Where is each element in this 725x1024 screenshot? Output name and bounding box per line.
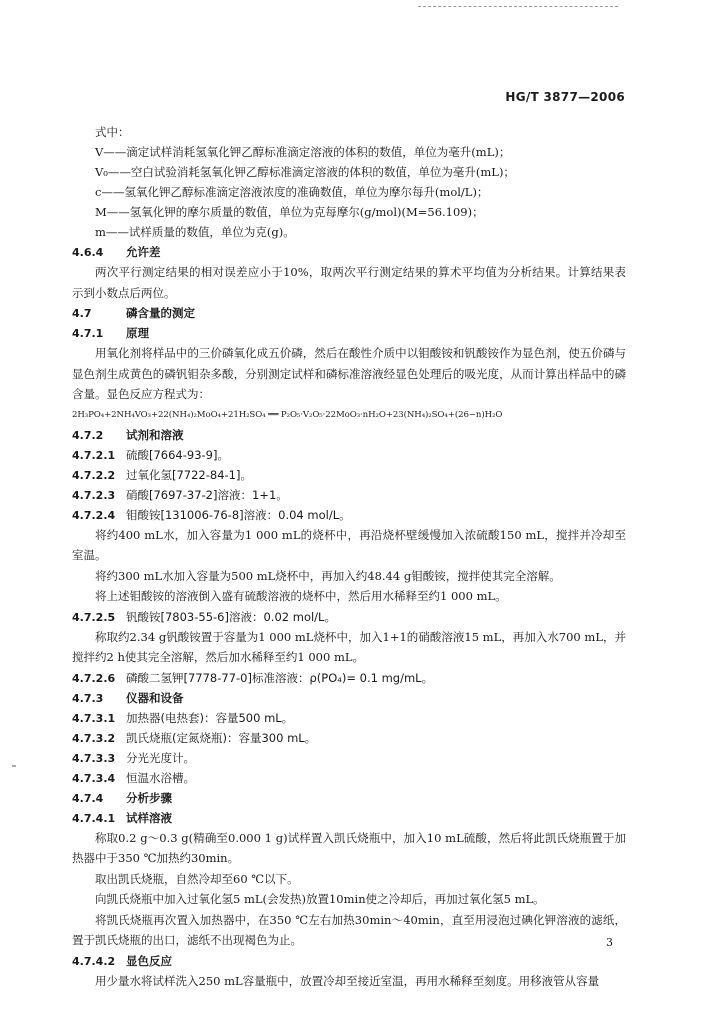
section-number: 4.7.3.4: [72, 771, 116, 785]
scan-top-mark: [418, 6, 618, 9]
section-number: 4.7.2.2: [72, 468, 116, 482]
section-number: 4.7.1: [72, 327, 104, 340]
section-title: 显色反应: [126, 953, 172, 968]
paragraph: 用氧化剂将样品中的三价磷氧化成五价磷，然后在酸性介质中以钼酸铵和钒酸铵作为显色剂，使五价磷与显色剂生成黄色的磷钒钼杂多酸，分别测定试样和磷标准溶液经显色处理后的吸光度，从而计算出样品中的磷含量。显色反应方程式为：: [72, 346, 626, 401]
paragraph: 两次平行测定结果的相对误差应小于10%，取两次平行测定结果的算术平均值为分析结果。计算结果表示到小数点后两位。: [72, 265, 626, 300]
variable-definition: m——试样质量的数值，单位为克(g)。: [95, 225, 295, 239]
section-number: 4.7.2.5: [72, 610, 116, 624]
item-4-7-2-6: [72, 668, 626, 688]
paragraph: 称取0.2 g～0.3 g(精确至0.000 1 g)试样置入凯氏烧瓶中，加入10 mL硫酸，然后将此凯氏烧瓶置于加热器中于350 ℃加热约30min。: [72, 830, 626, 865]
section-heading-4-7: [72, 303, 626, 323]
page-number: 3: [606, 936, 613, 949]
paragraph: 将凯氏烧瓶再次置入加热器中，在350 ℃左右加热30min～40min，直至用浸泡过碘化钾溶液的滤纸，置于凯氏烧瓶的出口，滤纸不出现褐色为止。: [72, 912, 626, 947]
item-4-7-2-4: [72, 505, 626, 525]
section-number: 4.7.4.1: [72, 811, 116, 825]
section-title: 仪器和设备: [126, 690, 184, 705]
item-4-7-3-1: [72, 708, 626, 728]
paragraph: 将约300 mL水加入容量为500 mL烧杯中，再加入约48.44 g钼酸铵，搅拌使其完全溶解。: [95, 568, 561, 583]
item-4-7-2-1: [72, 445, 626, 465]
item-4-7-2-2: [72, 465, 626, 485]
section-title: 允许差: [126, 245, 161, 259]
item-text: 加热器(电热套)：容量500 mL。: [126, 710, 294, 725]
section-number: 4.7.4.2: [72, 954, 116, 968]
section-heading-4-6-4: [72, 242, 626, 262]
section-heading-4-7-3: [72, 688, 626, 708]
item-4-7-2-3: [72, 485, 626, 505]
section-heading-4-7-4: [72, 788, 626, 808]
paragraph: 用少量水将试样洗入250 mL容量瓶中，放置冷却至接近室温，再用水稀释至刻度。用移液管从容量: [95, 973, 600, 988]
variable-definition: c——氢氧化钾乙醇标准滴定溶液浓度的准确数值，单位为摩尔每升(mol/L)；: [95, 185, 489, 199]
section-heading-4-7-2: [72, 425, 626, 445]
paragraph: 称取约2.34 g钒酸铵置于容量为1 000 mL烧杯中，加入1+1的硝酸溶液15 mL，再加入水700 mL，并搅拌约2 h使其完全溶解，然后加水稀释至约1 000 mL。: [72, 629, 626, 664]
paragraph: 向凯氏烧瓶中加入过氧化氢5 mL(会发热)放置10min使之冷却后，再加过氧化氢5 mL。: [95, 892, 545, 906]
item-text: 钼酸铵[131006-76-8]溶液：0.04 mol/L。: [126, 507, 351, 522]
variable-definition: M——氢氧化钾的摩尔质量的数值，单位为克每摩尔(g/mol)(M=56.109)；: [95, 205, 484, 219]
section-number: 4.7.2: [72, 428, 104, 442]
variable-definition: V₀——空白试验消耗氢氧化钾乙醇标准滴定溶液的体积的数值，单位为毫升(mL)；: [95, 165, 515, 179]
where-label: 式中：: [95, 125, 130, 139]
section-number: 4.6.4: [72, 246, 104, 259]
item-text: 恒温水浴槽。: [126, 770, 195, 785]
section-number: 4.7.2.3: [72, 488, 116, 502]
item-4-7-3-4: [72, 768, 626, 788]
page-content: [72, 122, 626, 991]
section-number: 4.7.2.1: [72, 448, 116, 462]
section-number: 4.7.4: [72, 791, 104, 805]
section-heading-4-7-4-1: [72, 808, 626, 828]
reaction-equation: 2H₃PO₄+2NH₄VO₃+22(NH₄)₂MoO₄+21H₂SO₄ ══ P₂O₅·V₂O₅·22MoO₃·nH₂O+23(NH₄)₂SO₄+(26−n)H₂O: [72, 409, 503, 420]
item-text: 磷酸二氢钾[7778-77-0]标准溶液：ρ(PO₄)= 0.1 mg/mL。: [126, 670, 434, 685]
item-text: 过氧化氢[7722-84-1]。: [126, 467, 252, 482]
section-title: 分析步骤: [126, 790, 172, 805]
item-4-7-3-3: [72, 748, 626, 768]
section-heading-4-7-4-2: [72, 951, 626, 971]
item-4-7-3-2: [72, 728, 626, 748]
section-title: 磷含量的测定: [126, 306, 195, 320]
section-number: 4.7.2.6: [72, 671, 116, 685]
section-heading-4-7-1: [72, 323, 626, 343]
section-number: 4.7.3.3: [72, 751, 116, 765]
section-title: 原理: [126, 326, 149, 340]
paragraph: 将约400 mL水，加入容量为1 000 mL的烧杯中，再沿烧杯壁缓慢加入浓硫酸150 mL，搅拌并冷却至室温。: [72, 527, 626, 562]
section-number: 4.7.2.4: [72, 508, 116, 522]
section-number: 4.7.3: [72, 691, 104, 705]
section-title: 试样溶液: [126, 810, 172, 825]
item-4-7-2-5: [72, 607, 626, 627]
section-title: 试剂和溶液: [126, 427, 184, 442]
item-text: 硝酸[7697-37-2]溶液：1+1。: [126, 487, 288, 502]
item-text: 钒酸铵[7803-55-6]溶液：0.02 mol/L。: [126, 609, 336, 624]
paragraph: 将上述钼酸铵的溶液倒入盛有硫酸溶液的烧杯中，然后用水稀释至约1 000 mL。: [95, 589, 507, 603]
scan-edge-mark: [12, 765, 16, 767]
item-text: 硫酸[7664-93-9]。: [126, 447, 229, 462]
item-text: 分光光度计。: [126, 750, 195, 765]
section-number: 4.7: [72, 307, 92, 320]
item-text: 凯氏烧瓶(定氮烧瓶)：容量300 mL。: [126, 730, 317, 745]
section-number: 4.7.3.2: [72, 731, 116, 745]
standard-number: HG/T 3877—2006: [505, 90, 625, 104]
variable-definition: V——滴定试样消耗氢氧化钾乙醇标准滴定溶液的体积的数值，单位为毫升(mL)；: [95, 145, 511, 159]
paragraph: 取出凯氏烧瓶，自然冷却至60 ℃以下。: [95, 871, 299, 886]
section-number: 4.7.3.1: [72, 711, 116, 725]
